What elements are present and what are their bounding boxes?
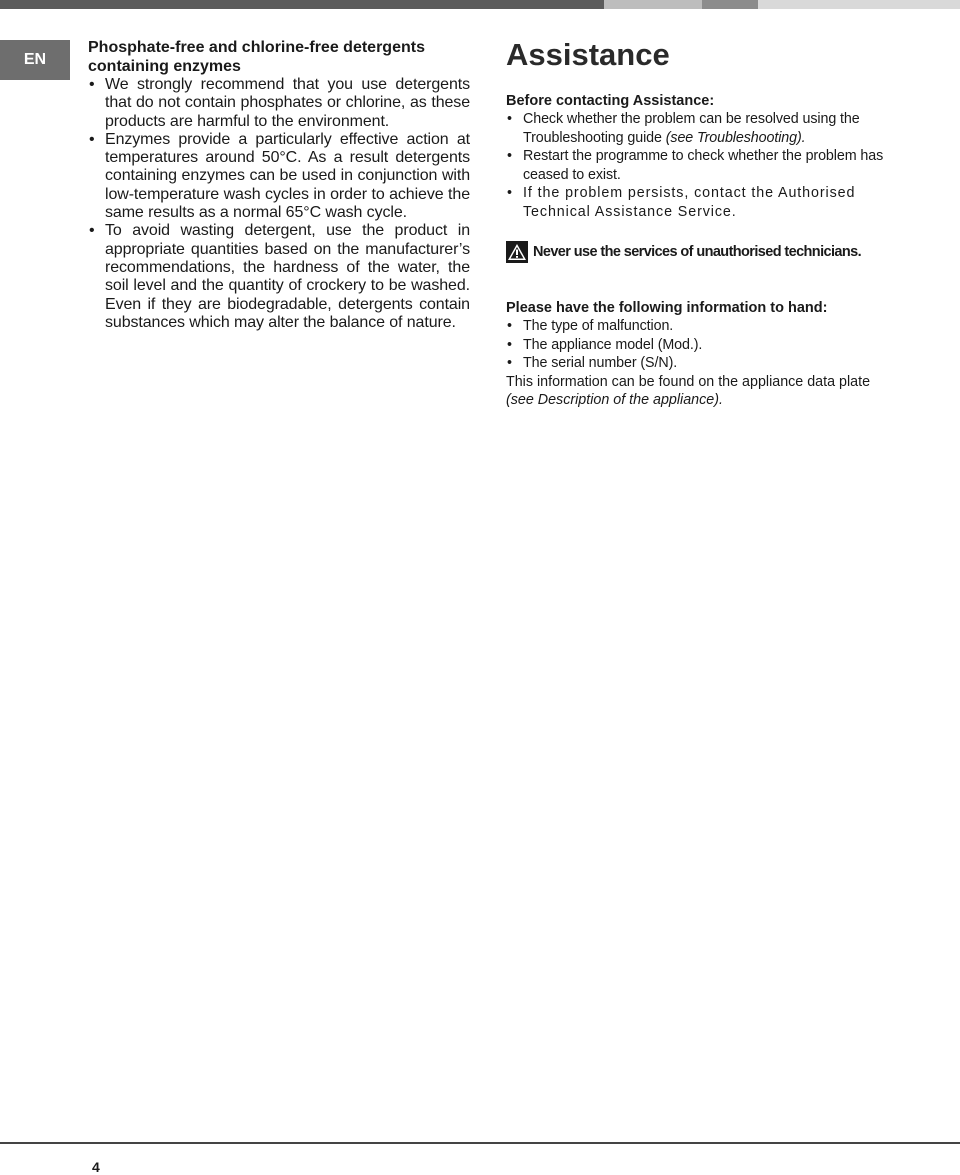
list-item xyxy=(88,222,470,332)
footer-rule xyxy=(0,1142,960,1144)
bullet-icon: • xyxy=(507,336,512,353)
detergents-heading: Phosphate-free and chlorine-free detergents containing enzymes xyxy=(88,39,425,75)
before-contacting-heading: Before contacting Assistance: xyxy=(506,93,715,109)
top-color-bar xyxy=(0,0,960,9)
page-number: 4 xyxy=(92,1159,100,1175)
list-item-text: The appliance model (Mod.). xyxy=(523,336,703,353)
bullet-icon: • xyxy=(507,148,512,164)
list-item xyxy=(506,184,890,221)
list-item-text: We strongly recommend that you use detergents that do not contain phosphates or chlorine, as these products are harmful to the environment. xyxy=(105,76,470,130)
description-reference: (see Description of the appliance). xyxy=(506,392,723,408)
bullet-icon: • xyxy=(89,76,95,93)
bullet-icon: • xyxy=(507,185,513,201)
list-item xyxy=(88,131,470,222)
list-item-text: The serial number (S/N). xyxy=(523,355,678,371)
top-bar-segment xyxy=(758,0,960,9)
info-note xyxy=(506,373,890,410)
top-bar-segment xyxy=(604,0,702,9)
warning-triangle-icon xyxy=(506,241,528,263)
list-item xyxy=(506,147,890,184)
list-item-text: Check whether the problem can be resolved using the Troubleshooting guide xyxy=(523,111,860,146)
list-item xyxy=(506,354,890,373)
list-item-text: If the problem persists, contact the Authorised Technical Assistance Service. xyxy=(523,185,856,220)
left-column xyxy=(88,38,470,332)
list-item-text: To avoid wasting detergent, use the product in appropriate quantities based on the manufacturer’s recommendations, the hardness of the water, the soil level and the quantity of crockery to be washed. Even if they are biodegradable, detergents contain substances which may alter the balance of nature. xyxy=(105,222,470,331)
bullet-icon: • xyxy=(89,222,95,240)
info-heading: Please have the following information to hand: xyxy=(506,300,828,316)
bullet-icon: • xyxy=(507,318,512,334)
list-item-text: Enzymes provide a particularly effective action at temperatures around 50°C. As a result detergents containing enzymes can be used in conjunction with low-temperature wash cycles in order to achieve the same results as a normal 65°C wash cycle. xyxy=(105,130,470,222)
info-list xyxy=(506,317,890,373)
info-note-text: This information can be found on the appliance data plate xyxy=(506,373,871,390)
list-item-text: The type of malfunction. xyxy=(523,318,674,334)
language-tab: EN xyxy=(0,40,70,80)
warning-text: Never use the services of unauthorised technicians. xyxy=(533,244,861,260)
warning-notice xyxy=(506,241,890,263)
list-item xyxy=(88,76,470,131)
top-bar-segment xyxy=(702,0,758,9)
troubleshooting-reference: (see Troubleshooting). xyxy=(665,129,806,146)
list-item xyxy=(506,110,890,147)
list-item xyxy=(506,336,890,355)
top-bar-segment xyxy=(0,0,604,9)
right-column xyxy=(506,38,890,410)
detergents-list xyxy=(88,76,470,332)
list-item xyxy=(506,317,890,336)
before-contacting-list xyxy=(506,110,890,221)
bullet-icon: • xyxy=(507,355,512,371)
assistance-title: Assistance xyxy=(506,37,670,72)
bullet-icon: • xyxy=(507,111,512,127)
list-item-text: Restart the programme to check whether the problem has ceased to exist. xyxy=(523,148,884,183)
bullet-icon: • xyxy=(89,130,95,148)
